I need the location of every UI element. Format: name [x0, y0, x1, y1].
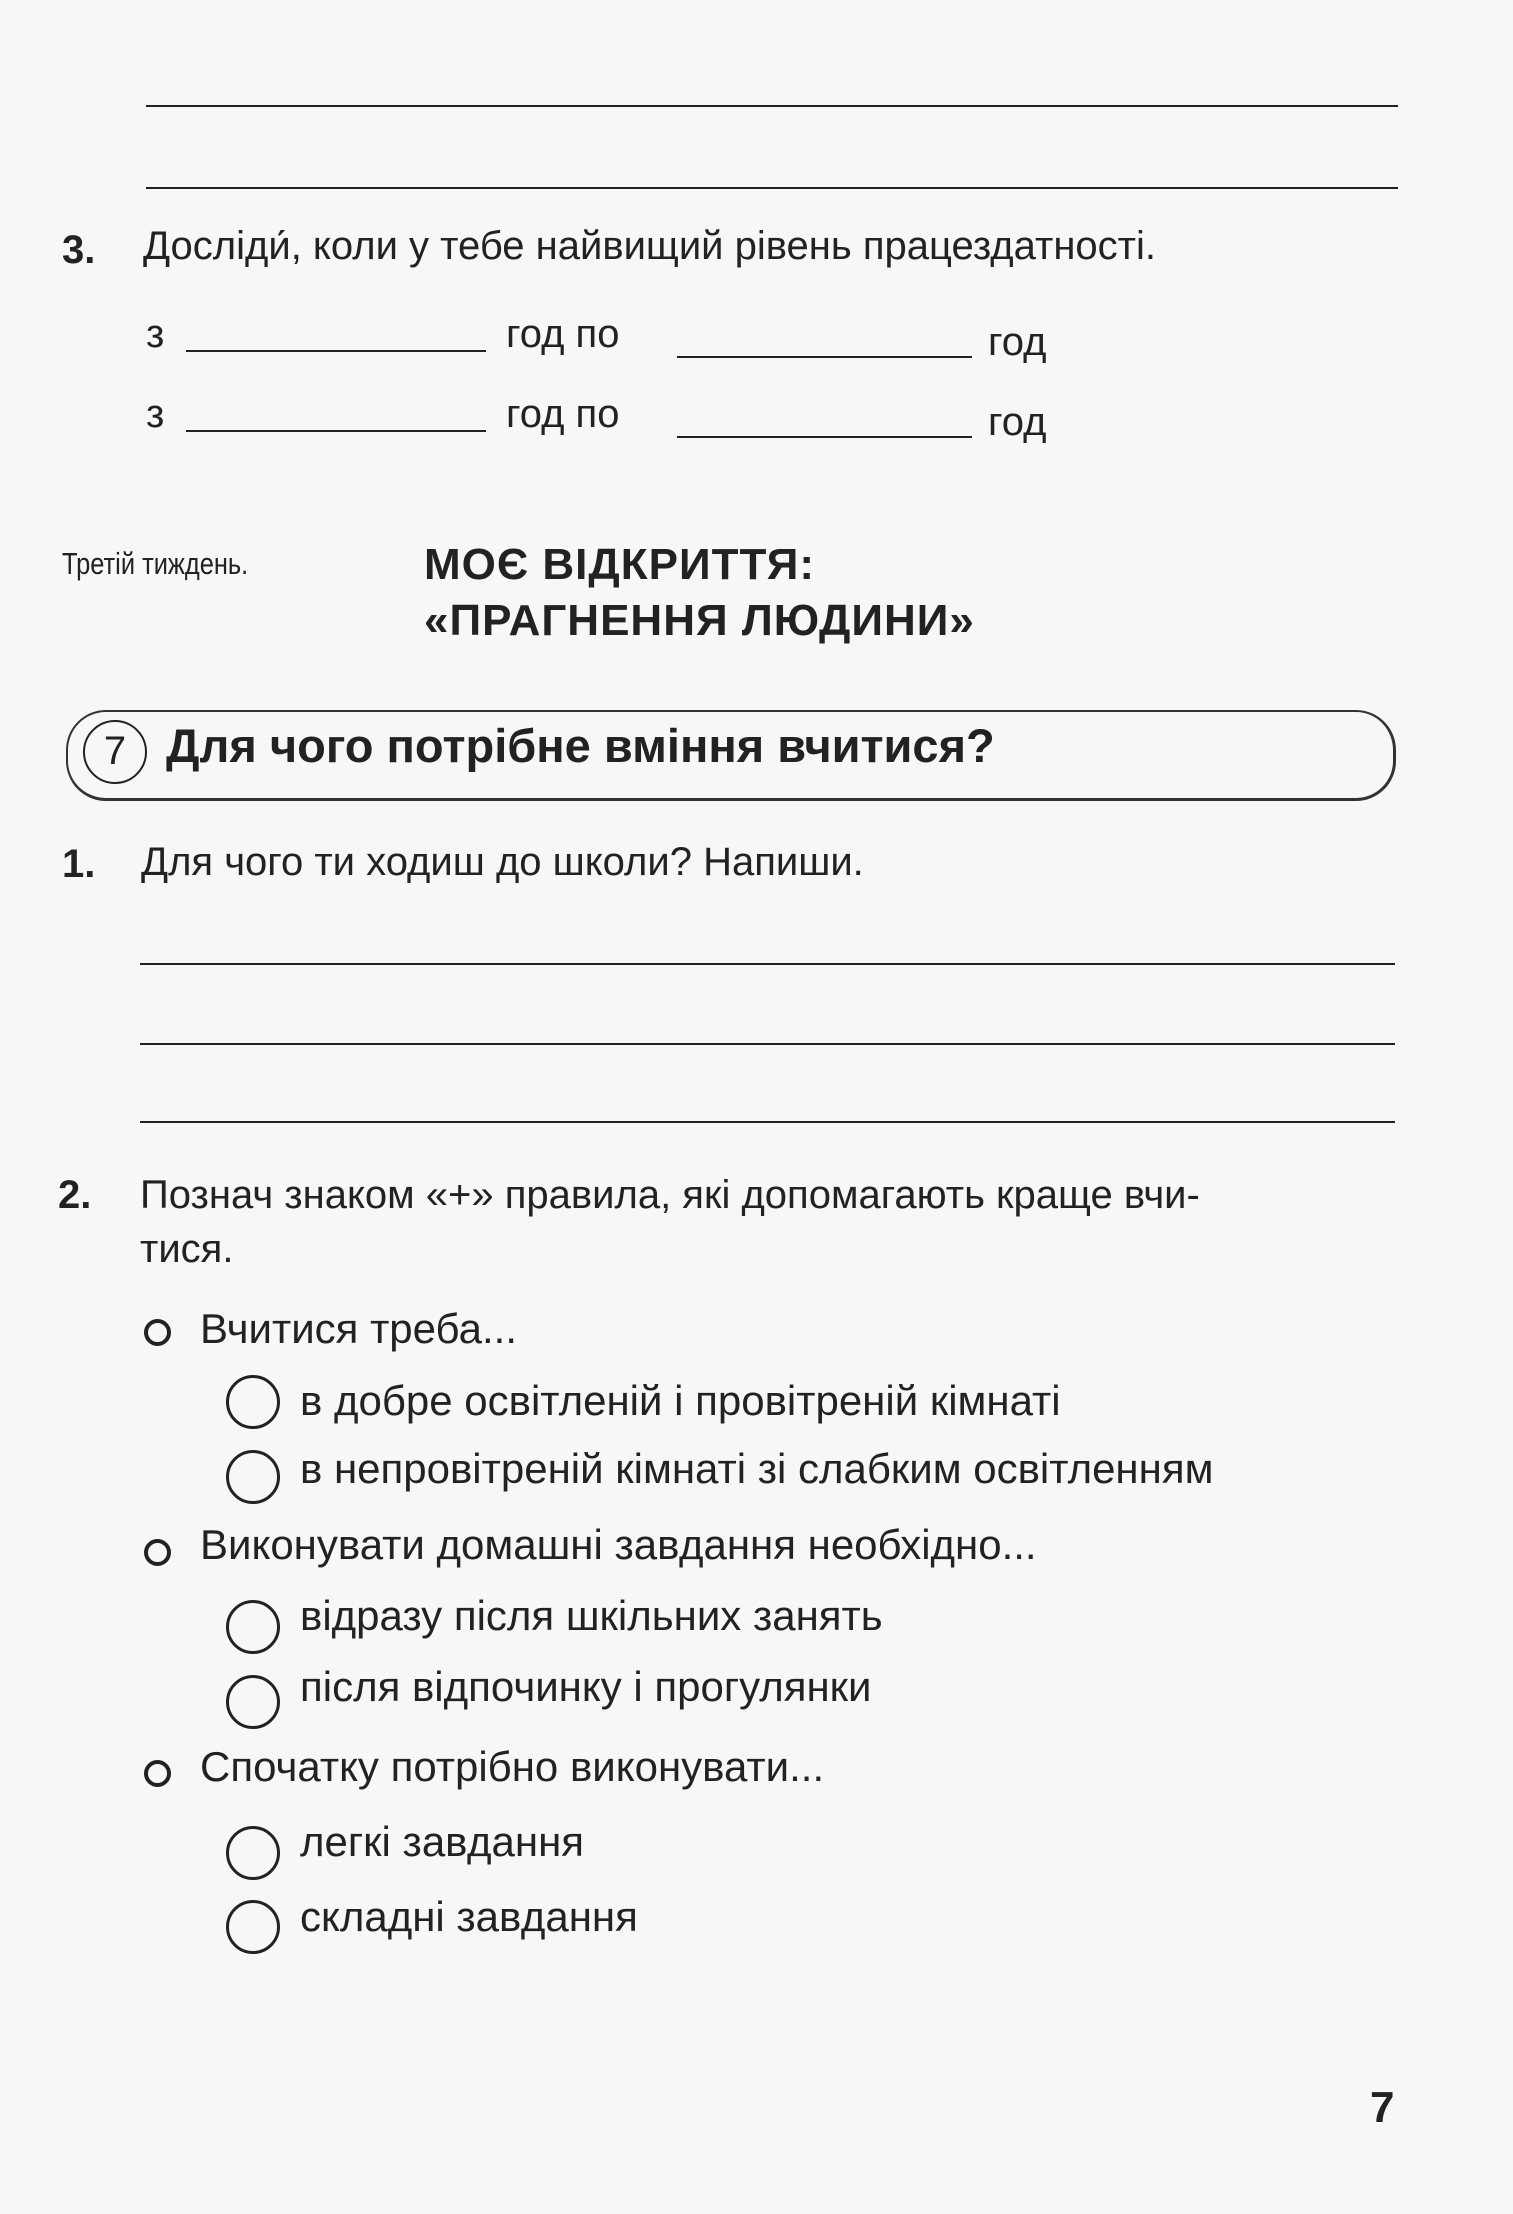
time-to-input[interactable]	[677, 356, 972, 358]
time-end-label: год	[988, 320, 1047, 364]
lesson-title: Для чого потрібне вміння вчитися?	[166, 719, 995, 772]
answer-line[interactable]	[140, 1043, 1395, 1045]
group-label: Виконувати домашні завдання необхідно...	[200, 1521, 1037, 1568]
bullet-icon	[144, 1319, 171, 1346]
task-number: 1.	[62, 842, 96, 886]
task-text: Для чого ти ходиш до школи? Напиши.	[141, 840, 864, 884]
time-mid-label: год по	[506, 392, 620, 436]
task-number: 2.	[58, 1173, 92, 1217]
checkbox-circle[interactable]	[226, 1900, 280, 1954]
answer-line[interactable]	[146, 187, 1398, 189]
time-to-input[interactable]	[677, 436, 972, 438]
time-from-label: з	[146, 312, 165, 356]
time-end-label: год	[988, 400, 1047, 444]
bullet-icon	[144, 1539, 171, 1566]
option-label: в непровітреній кімнаті зі слабким освітленням	[300, 1445, 1214, 1492]
task-text: тися.	[140, 1227, 234, 1271]
checkbox-circle[interactable]	[226, 1450, 280, 1504]
option-label: відразу після шкільних занять	[300, 1592, 883, 1639]
page-number: 7	[1370, 2083, 1395, 2132]
time-from-label: з	[146, 392, 165, 436]
option-label: легкі завдання	[300, 1818, 585, 1865]
time-from-input[interactable]	[186, 430, 486, 432]
checkbox-circle[interactable]	[226, 1675, 280, 1729]
checkbox-circle[interactable]	[226, 1600, 280, 1654]
answer-line[interactable]	[146, 105, 1398, 107]
group-label: Спочатку потрібно виконувати...	[200, 1743, 825, 1790]
section-title-line1: МОЄ ВІДКРИТТЯ:	[424, 540, 816, 589]
answer-line[interactable]	[140, 963, 1395, 965]
checkbox-circle[interactable]	[226, 1375, 280, 1429]
bullet-icon	[144, 1760, 171, 1787]
answer-line[interactable]	[140, 1121, 1395, 1123]
time-from-input[interactable]	[186, 350, 486, 352]
time-mid-label: год по	[506, 312, 620, 356]
option-label: складні завдання	[300, 1893, 638, 1940]
task-number: 3.	[62, 228, 96, 272]
task-text: Досліди́, коли у тебе найвищий рівень працездатності.	[143, 224, 1156, 268]
option-label: після відпочинку і прогулянки	[300, 1663, 872, 1710]
lesson-number: 7	[83, 720, 147, 784]
week-label: Третій тиждень.	[62, 546, 249, 581]
checkbox-circle[interactable]	[226, 1826, 280, 1880]
section-title-line2: «ПРАГНЕННЯ ЛЮДИНИ»	[424, 596, 975, 645]
option-label: в добре освітленій і провітреній кімнаті	[300, 1377, 1061, 1424]
task-text: Познач знаком «+» правила, які допомагають краще вчи-	[140, 1173, 1200, 1217]
group-label: Вчитися треба...	[200, 1305, 518, 1352]
